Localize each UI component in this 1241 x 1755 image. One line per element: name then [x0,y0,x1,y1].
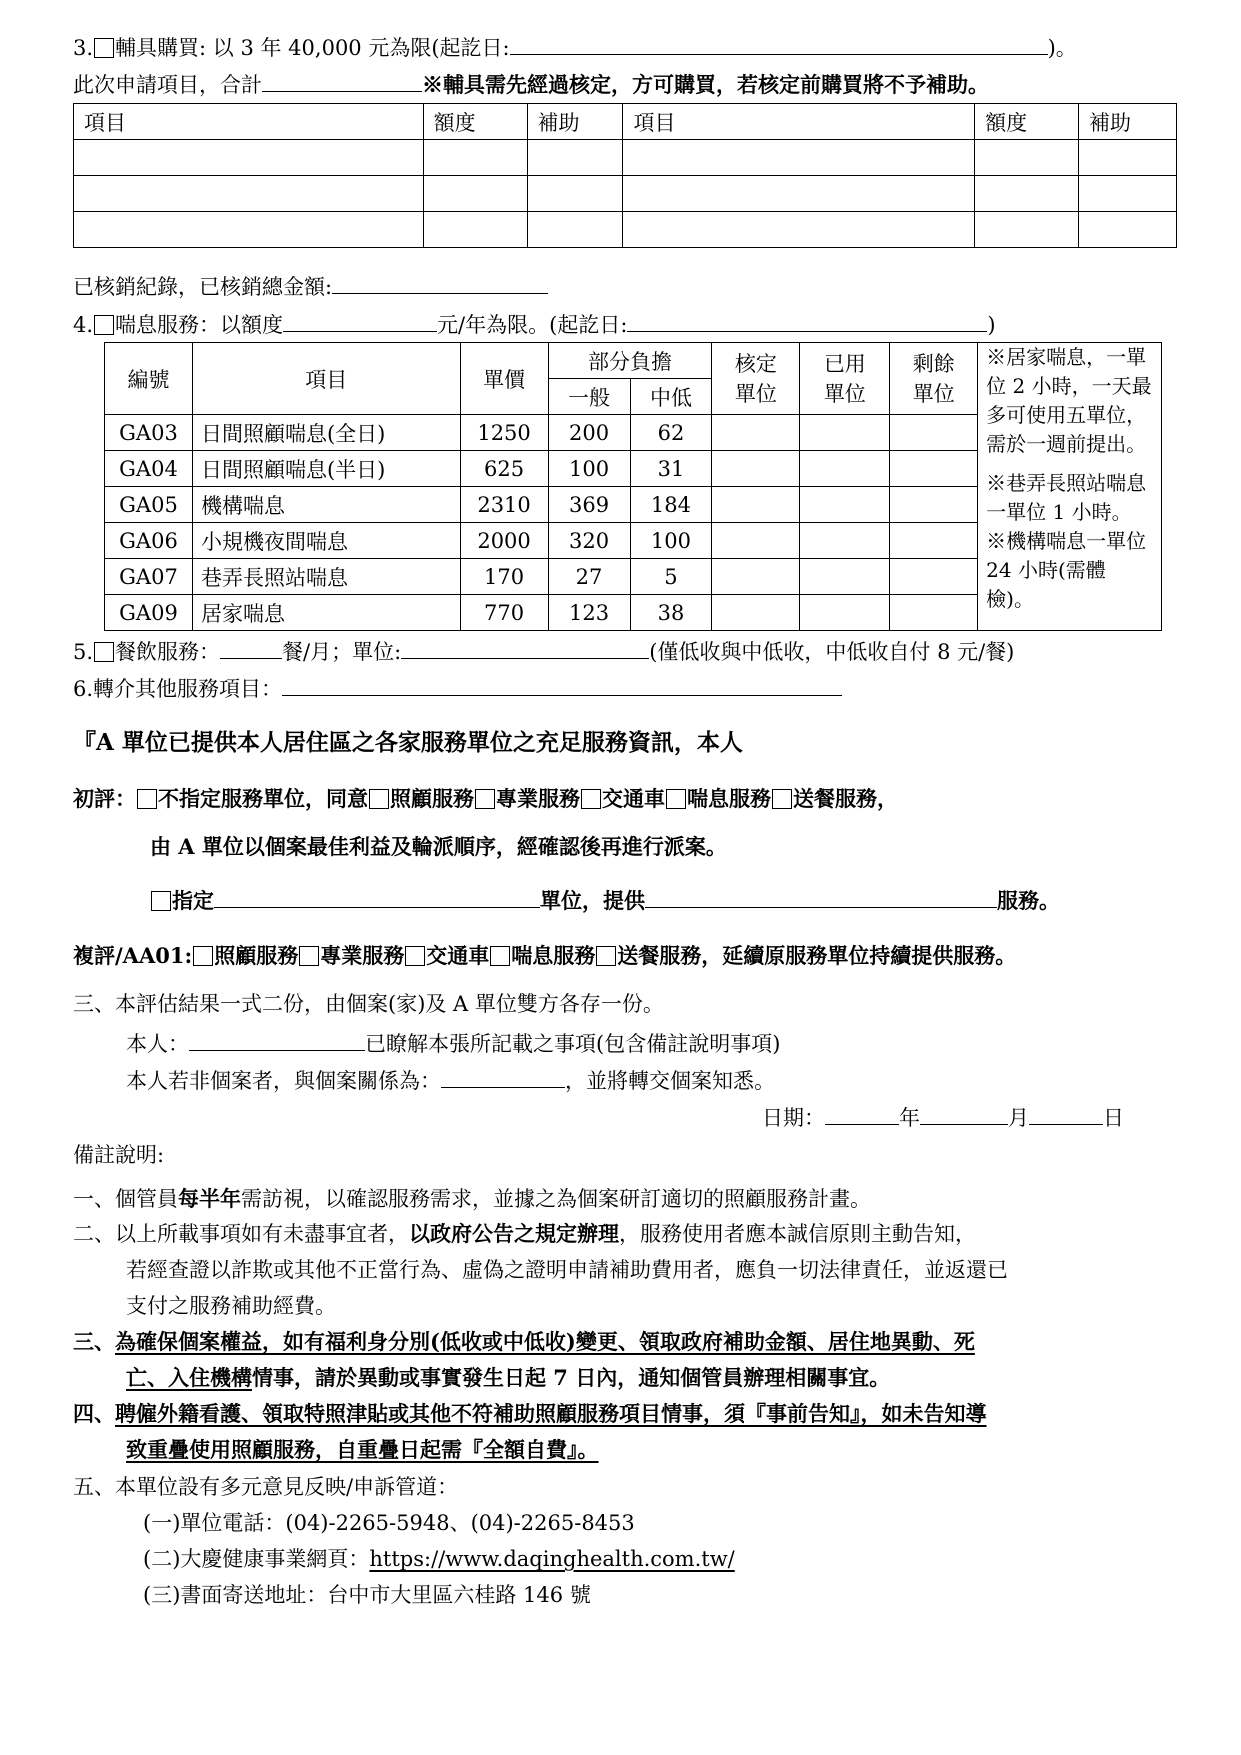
header-price: 單價 [460,343,548,415]
care-service-checkbox[interactable] [369,789,389,809]
assistive-table-header [74,104,1177,140]
remark-2-cont: 若經查證以詐欺或其他不正當行為、虛偽之證明申請補助費用者，應負一切法律責任，並返還已 [126,1258,1008,1282]
respite-table [104,342,1162,631]
assistive-note: ※輔具需先經過核定，方可購買，若核定前購買將不予補助。 [422,72,989,97]
remark-4-cont: 致重疊使用照顧服務，自重疊日起需『全額自費』。 [126,1437,599,1462]
header-subsidy: 補助 [527,104,623,140]
respite-notes: ※居家喘息，一單位 2 小時，一天最多可使用五單位，需於一週前提出。 ※巷弄長照站喘息一單位 1 小時。 ※機構喘息一單位 24 小時(需體檢)。 [978,343,1162,631]
unassigned-checkbox[interactable] [137,789,157,809]
contact-address: (三)書面寄送地址：台中市大里區六桂路 146 號 [143,1583,591,1607]
remark-2-end: 支付之服務補助經費。 [126,1294,336,1318]
review-transport-checkbox[interactable] [405,946,425,966]
website-link[interactable]: https://www.daqinghealth.com.tw/ [369,1547,735,1571]
header-amount: 額度 [975,104,1079,140]
copies-text: 三、本評估結果一式二份，由個案(家)及 A 單位雙方各存一份。 [73,992,664,1016]
assistive-line2: 此次申請項目，合計 ※輔具需先經過核定，方可購買，若核定前購買將不予補助。 [73,68,989,100]
contact-phone: (一)單位電話：(04)-2265-5948、(04)-2265-8453 [143,1511,635,1535]
assistive-table [73,103,1177,248]
assistive-period-field[interactable] [510,31,1048,55]
table-row: GA05 機構喘息 2310 369 184 [105,487,1162,523]
remark-1: 一、個管員每半年需訪視，以確認服務需求，並據之為個案研訂適切的照顧服務計畫。 [73,1186,871,1211]
assign-unit-field[interactable] [214,884,540,908]
respite-header-row1 [105,343,1162,379]
self-ack-line: 本人： 已瞭解本張所記載之事項(包含備註說明事項) [126,1027,780,1059]
header-general: 一般 [548,379,630,415]
consent-heading: 『A 單位已提供本人居住區之各家服務單位之充足服務資訊，本人 [73,729,743,756]
assistive-checkbox[interactable] [94,38,114,58]
review-respite-checkbox[interactable] [490,946,510,966]
meal-checkbox[interactable] [94,642,114,662]
header-mid-low: 中低 [630,379,712,415]
table-row: GA07 巷弄長照站喘息 170 27 5 [105,559,1162,595]
assign-line: 指定 單位，提供 服務。 [150,884,1060,916]
header-used: 已用 單位 [800,343,890,415]
table-row: GA06 小規機夜間喘息 2000 320 100 [105,523,1162,559]
assign-service-field[interactable] [645,884,997,908]
referral-field[interactable] [282,672,842,696]
header-approved: 核定 單位 [712,343,800,415]
remark-3-cont: 亡、入住機構情事，請於異動或事實發生日起 7 日內，通知個管員辦理相關事宜。 [126,1365,891,1390]
remark-4: 四、聘僱外籍看護、領取特照津貼或其他不符補助照顧服務項目情事，須『事前告知』，如未告知導 [73,1401,987,1426]
review-prof-checkbox[interactable] [299,946,319,966]
header-item: 項目 [623,104,975,140]
initial-eval-line: 初評： 不指定服務單位，同意 照顧服務 專業服務 交通車 喘息服務 送餐服務， [73,786,898,811]
relation-field[interactable] [441,1064,565,1088]
header-code: 編號 [105,343,193,415]
table-row: GA09 居家喘息 770 123 38 [105,595,1162,631]
review-line: 複評/AA01: 照顧服務 專業服務 交通車 喘息服務 送餐服務，延續原服務單位持續提供服務。 [73,943,1017,968]
contact-website: (二)大慶健康事業網頁：https://www.daqinghealth.com.tw/ [143,1547,735,1571]
respite-line: 4. 喘息服務：以額度 元/年為限。(起訖日: ) [73,308,996,340]
respite-checkbox[interactable] [94,315,114,335]
meal-line: 5. 餐飲服務： 餐/月；單位: (僅低收與中低收，中低收自付 8 元/餐) [73,635,1014,667]
respite-service-checkbox[interactable] [666,789,686,809]
dispatch-text: 由 A 單位以個案最佳利益及輪派順序，經確認後再進行派案。 [150,834,727,859]
header-amount: 額度 [423,104,527,140]
review-meal-checkbox[interactable] [596,946,616,966]
table-row [74,140,1177,176]
table-row: GA04 日間照顧喘息(半日) 625 100 31 [105,451,1162,487]
meal-count-field[interactable] [220,635,282,659]
meal-service-checkbox[interactable] [772,789,792,809]
transport-checkbox[interactable] [581,789,601,809]
assistive-total-field[interactable] [262,68,422,92]
table-row [74,176,1177,212]
header-remaining: 剩餘 單位 [890,343,978,415]
assign-checkbox[interactable] [151,891,171,911]
remark-2: 二、以上所載事項如有未盡事宜者，以政府公告之規定辦理，服務使用者應本誠信原則主動告知， [73,1221,976,1246]
self-signature-field[interactable] [189,1027,365,1051]
date-month-field[interactable] [920,1101,1008,1125]
assistive-line1: 3. 輔具購買: 以 3 年 40,000 元為限(起訖日: )。 [73,31,1077,63]
meal-unit-field[interactable] [401,635,649,659]
referral-line: 6.轉介其他服務項目： [73,672,842,704]
table-row [74,212,1177,248]
verified-record: 已核銷紀錄，已核銷總金額: [73,270,548,302]
date-line: 日期： 年 月 日 [762,1101,1124,1133]
remarks-title: 備註說明: [73,1143,165,1167]
verified-total-field[interactable] [332,270,548,294]
header-subsidy: 補助 [1079,104,1177,140]
header-copay: 部分負擔 [548,343,712,379]
date-day-field[interactable] [1029,1101,1103,1125]
professional-service-checkbox[interactable] [475,789,495,809]
respite-period-field[interactable] [627,308,987,332]
remark-5: 五、本單位設有多元意見反映/申訴管道： [73,1475,459,1499]
header-item: 項目 [192,343,460,415]
table-row: GA03 日間照顧喘息(全日) 1250 200 62 [105,415,1162,451]
remark-3: 三、為確保個案權益，如有福利身分別(低收或中低收)變更、領取政府補助金額、居住地異動、死 [73,1329,975,1354]
review-care-checkbox[interactable] [193,946,213,966]
respite-amount-field[interactable] [283,308,437,332]
header-item: 項目 [74,104,424,140]
date-year-field[interactable] [825,1101,899,1125]
relation-line: 本人若非個案者，與個案關係為： ，並將轉交個案知悉。 [126,1064,775,1096]
